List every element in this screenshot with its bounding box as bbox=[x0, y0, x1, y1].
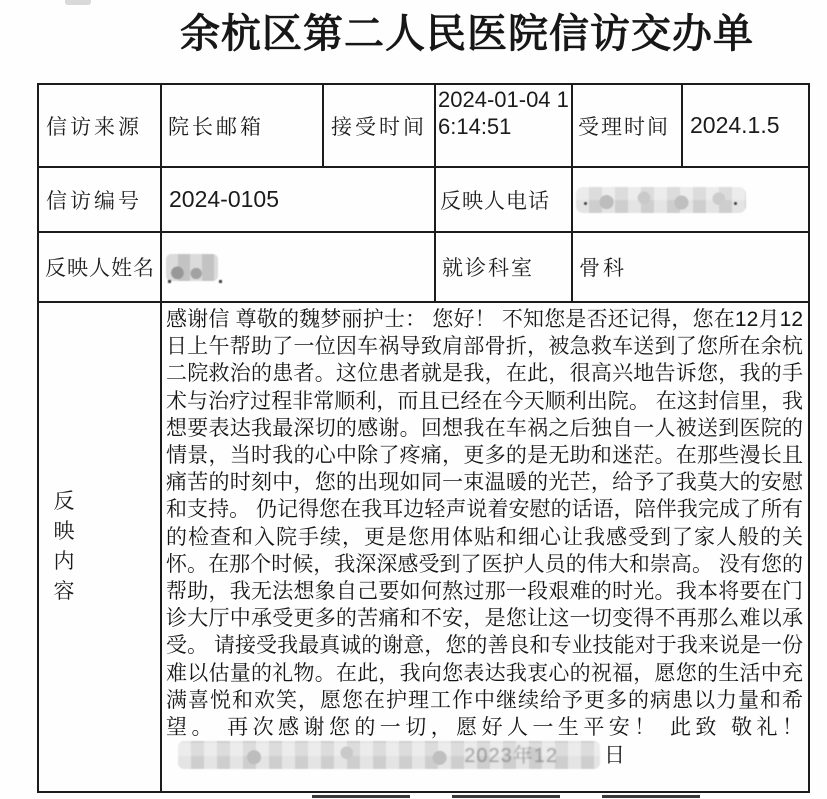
petition-number-value: 2024-0105 bbox=[162, 168, 436, 233]
petition-number-label: 信访编号 bbox=[39, 168, 162, 233]
scrollbar-fragment bbox=[65, 0, 91, 5]
signature-redaction-blur bbox=[178, 741, 600, 769]
phone-value-cell bbox=[573, 168, 808, 233]
content-label: 反映内容 bbox=[53, 490, 75, 603]
letter-text: 感谢信 尊敬的魏梦丽护士： 您好！ 不知您是否还记得，您在12月12日上午帮助了一位因车祸导致肩部骨折，被急救车送到了您所在余杭二院救治的患者。这位患者就是我，在此，很高兴地告诉您，我的手术与治疗过程非常顺利，而且已经在今天顺利出院。 在这封信里，我想要表达我最深切的感谢。回想我在车祸之后独自一人被送到医院的情景，当时我的心中除了疼痛，更多的是无助和迷茫。在那些漫长且痛苦的时刻中，您的出现如同一束温暖的光芒，给予了我莫大的安慰和支持。 仍记得您在我耳边轻声说着安慰的话语，陪伴我完成了所有的检查和入院手续，更是您用体贴和细心让我感受到了家人般的关怀。在那个时候，我深深感受到了医护人员的伟大和崇高。 没有您的帮助，我无法想象自己要如何熬过那一段艰难的时光。我本将要在门诊大厅中承受更多的苦痛和不安，是您让这一切变得不再那么难以承受。 请接受我最真诚的谢意，您的善良和专业技能对于我来说是一份难以估量的礼物。在此，我向您表达我衷心的祝福，愿您的生活中充满喜悦和欢笑，愿您在护理工作中继续给予更多的病患以力量和希望。 再次感谢您的一切，愿好人一生平安！ 此致 敬礼！ bbox=[166, 308, 803, 740]
complaint-content bbox=[162, 303, 808, 791]
reporter-name-label: 反映人姓名 bbox=[39, 233, 162, 303]
letter-text-tail: 日 bbox=[604, 744, 625, 768]
source-label: 信访来源 bbox=[39, 85, 162, 168]
content-label-cell bbox=[39, 303, 162, 791]
table-edge-fragment bbox=[452, 795, 560, 798]
department-value: 骨科 bbox=[573, 233, 808, 303]
receive-time-value: 2024-01-04 16:14:51 bbox=[436, 85, 573, 168]
source-value: 院长邮箱 bbox=[162, 85, 324, 168]
receive-time-label: 接受时间 bbox=[324, 85, 436, 168]
reporter-name-value-cell bbox=[162, 233, 436, 303]
accept-time-label: 受理时间 bbox=[573, 85, 683, 168]
petition-form-table bbox=[37, 83, 810, 793]
phone-redaction-blur bbox=[576, 187, 746, 213]
table-edge-fragment bbox=[602, 795, 700, 798]
name-redaction-blur bbox=[166, 254, 218, 281]
accept-time-value: 2024.1.5 bbox=[683, 85, 808, 168]
phone-label: 反映人电话 bbox=[436, 168, 573, 233]
signature-date-hint: 2023年12 bbox=[464, 745, 558, 768]
department-label: 就诊科室 bbox=[436, 233, 573, 303]
page-title: 余杭区第二人民医院信访交办单 bbox=[180, 12, 754, 56]
table-edge-fragment bbox=[312, 795, 410, 798]
